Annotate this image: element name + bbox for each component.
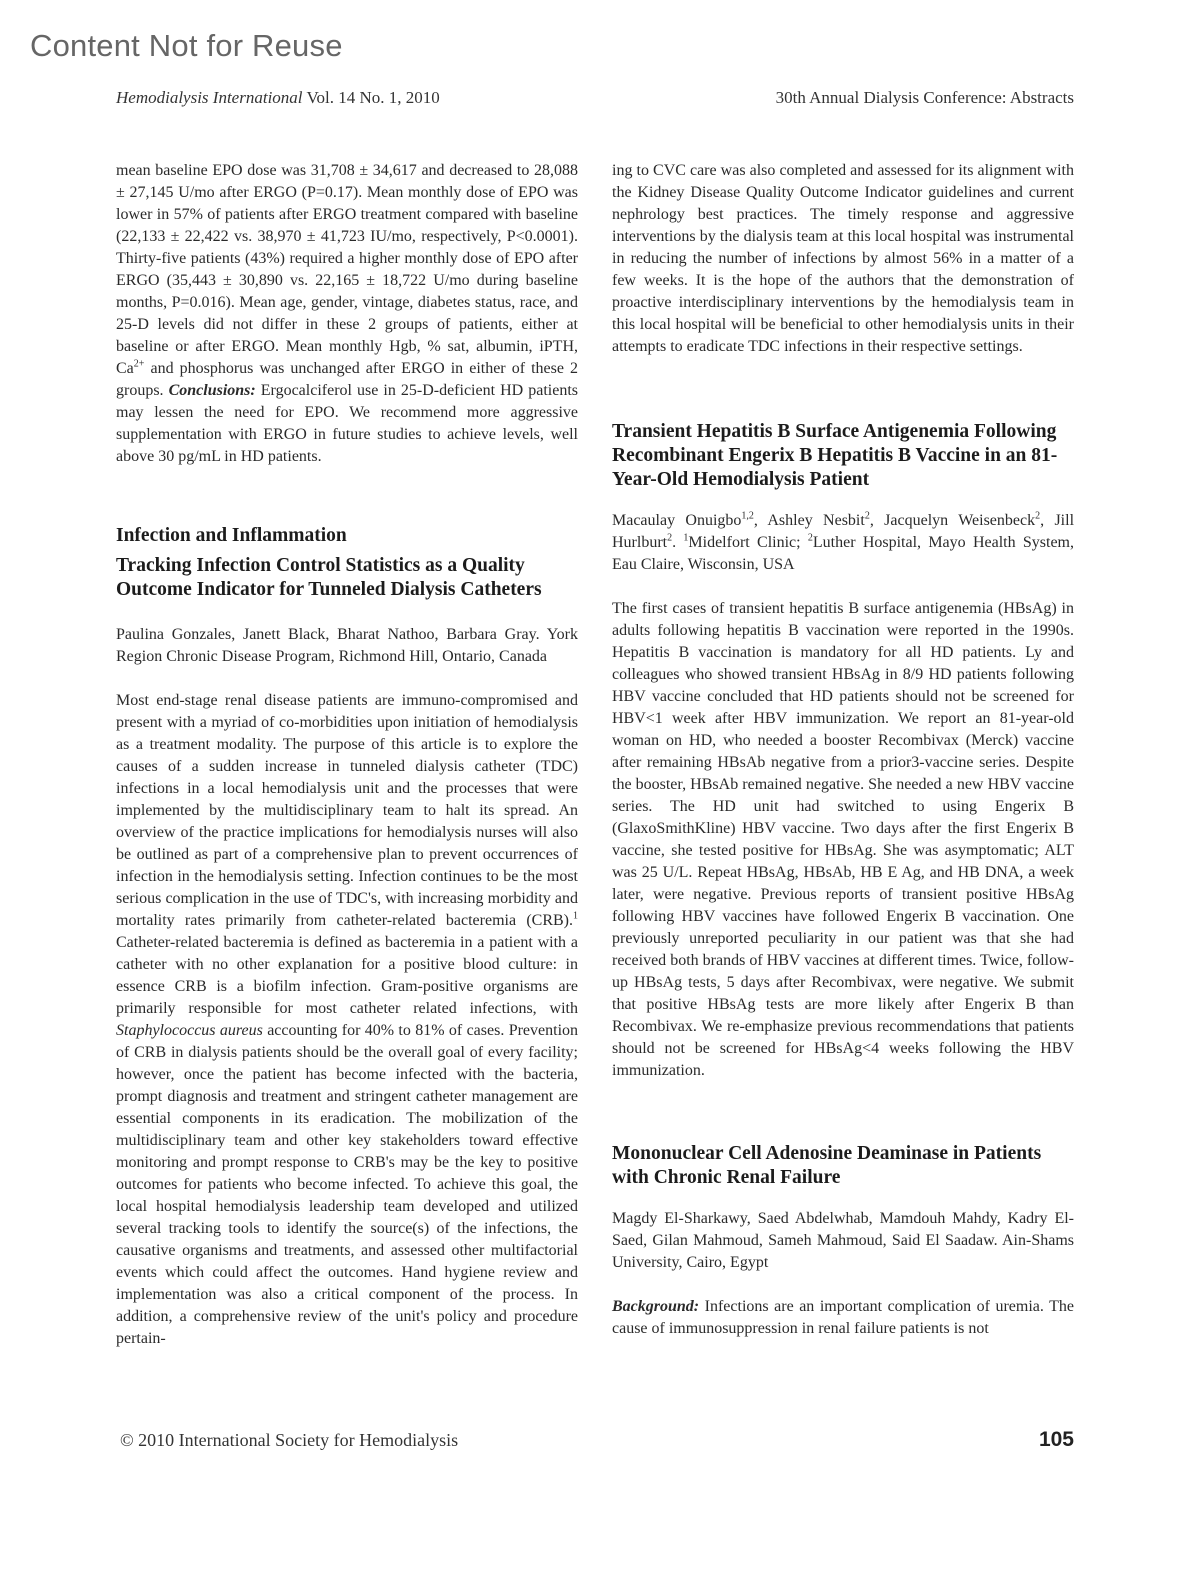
author-separator: . (672, 534, 684, 551)
conclusions-label: Conclusions: (168, 382, 256, 399)
calcium-superscript: 2+ (133, 358, 145, 370)
continued-text-part2: and phosphorus was unchanged after ERGO in either of these 2 groups. (116, 360, 578, 399)
abstract-body-part3: accounting for 40% to 81% of cases. Prevention of CRB in dialysis patients should be the overall goal of every facility; however, once the patient has become infected with the bacteria, prompt diagnosis and treatment and stringent catheter management are essential components in its eradication. The mobilization of the multidisciplinary team and other key stakeholders toward effective monitoring and prompt response to CRB's may be the key to positive outcomes for patients who become infected. To achieve this goal, the local hospital hemodialysis leadership team developed and utilized several tracking tools to identify the source(s) of the infections, the causative organisms and treatments, and assessed other multifactorial events which could affect the outcomes. Hand hygiene review and implementation was also a critical component of the process. In addition, a comprehensive review of the unit's policy and procedure pertain- (116, 1022, 579, 1347)
abstract-title: Transient Hepatitis B Surface Antigenemia Following Recombinant Engerix B Hepatitis B Vaccine in an 81-Year-Old Hemodialysis Patient (612, 421, 1058, 490)
author-name: Macaulay Onuigbo (612, 512, 742, 529)
author-affiliation-sup: 2 (864, 510, 870, 522)
journal-name: Hemodialysis International (116, 88, 303, 107)
page-number: 105 (1038, 1428, 1074, 1451)
abstract-authors (612, 510, 1074, 576)
continued-abstract-text: ing to CVC care was also completed and assessed for its alignment with the Kidney Disease Quality Outcome Indicator guidelines and current nephrology best practices. The timely response and aggressive interventions by the dialysis team at this local hospital was instrumental in reducing the number of infections by almost 56% in a matter of a few weeks. It is the hope of the authors that the demonstration of proactive interdisciplinary interventions by the hemodialysis team in this local hospital will be beneficial to other hemodialysis units in their attempts to eradicate TDC infections in their respective settings. (612, 162, 1074, 355)
abstract-body (116, 690, 578, 1350)
continued-text-part1: mean baseline EPO dose was 31,708 ± 34,617 and decreased to 28,088 ± 27,145 U/mo after ERGO (P=0.17). Mean monthly dose of EPO was lower in 57% of patients after ERGO treatment compared with baseline (22,133 ± 22,422 vs. 38,970 ± 41,723 IU/mo, respectively, P<0.0001). Thirty-five patients (43%) required a higher monthly dose of EPO after ERGO (35,443 ± 30,890 vs. 22,165 ± 18,722 U/mo during baseline months, P=0.016). Mean age, gender, vintage, diabetes status, race, and 25-D levels did not differ in these 2 groups of patients, either at baseline or after ERGO. Mean monthly Hgb, % sat, albumin, iPTH, Ca (116, 162, 578, 377)
section-heading: Infection and Inflammation (116, 525, 347, 546)
organism-name: Staphylococcus aureus (116, 1022, 263, 1039)
affiliation: Luther Hospital, Mayo Health System, Eau Claire, Wisconsin, USA (612, 534, 1075, 573)
author-affiliation-sup: 2 (1035, 510, 1041, 522)
author-affiliation-sup: 2 (667, 532, 673, 544)
abstract-body-part2: Catheter-related bacteremia is defined as bacteremia in a patient with a catheter with no other explanation for a positive blood culture: in essence CRB is a biofilm infection. Gram-positive organisms are primarily responsible for most catheter related infections, with (116, 934, 578, 1017)
author-affiliation-sup: 1,2 (741, 510, 754, 522)
background-label: Background: (612, 1298, 700, 1315)
continued-text-part3: Ergocalciferol use in 25-D-deficient HD patients may lessen the need for EPO. We recommend more aggressive supplementation with ERGO in future studies to achieve levels, well above 30 pg/mL in HD patients. (116, 382, 578, 465)
continued-abstract-text (116, 160, 578, 468)
copyright: © 2010 International Society for Hemodialysis (120, 1430, 459, 1450)
journal-citation (116, 88, 440, 108)
abstract-title: Mononuclear Cell Adenosine Deaminase in Patients with Chronic Renal Failure (612, 1143, 1042, 1188)
affiliation-sup: 1 (683, 532, 689, 544)
abstract-body-part1: Most end-stage renal disease patients are immuno-compromised and present with a myriad of co-morbidities upon initiation of hemodialysis as a treatment modality. The purpose of this article is to explore the causes of a sudden increase in tunneled dialysis catheter (TDC) infections in a local hemodialysis unit and the processes that were implemented by the multidisciplinary team to halt its spread. An overview of the practice implications for hemodialysis nurses will also be outlined as part of a comprehensive plan to prevent occurrences of infection in the hemodialysis setting. Infection continues to be the most serious complication in the use of TDC's, with increasing morbidity and mortality rates primarily from catheter-related bacteremia (CRB). (116, 692, 578, 929)
abstract-title: Tracking Infection Control Statistics as a Quality Outcome Indicator for Tunneled Dialysis Catheters (116, 555, 542, 600)
reference-superscript: 1 (573, 910, 578, 922)
author-name: , Jacquelyn Weisenbeck (869, 512, 1036, 529)
abstract-authors: Paulina Gonzales, Janett Black, Bharat Nathoo, Barbara Gray. York Region Chronic Disease Program, Richmond Hill, Ontario, Canada (116, 626, 578, 665)
author-name: , Ashley Nesbit (753, 512, 865, 529)
author-name: , Jill Hurlburt (612, 512, 1075, 551)
running-header (116, 88, 1074, 108)
conference-title: 30th Annual Dialysis Conference: Abstracts (775, 88, 1074, 107)
abstract-body (612, 1296, 1074, 1340)
affiliation: Midelfort Clinic; (688, 534, 808, 551)
abstract-authors: Magdy El-Sharkawy, Saed Abdelwhab, Mamdouh Mahdy, Kadry El-Saed, Gilan Mahmoud, Sameh Mahmoud, Said El Saadaw. Ain-Shams University, Cairo, Egypt (612, 1210, 1074, 1271)
right-column (612, 160, 1074, 1340)
abstract-body: The first cases of transient hepatitis B surface antigenemia (HBsAg) in adults following hepatitis B vaccination were reported in the 1990s. Hepatitis B vaccination is mandatory for all HD patients. Ly and colleagues who showed transient HBsAg in 8/9 HD patients following HBV vaccine concluded that HD patients should not be screened for HBV<1 week after HBV immunization. We report an 81-year-old woman on HD, who needed a booster Recombivax (Merck) vaccine after remaining HBsAb negative from a prior3-vaccine series. Despite the booster, HBsAb remained negative. She needed a new HBV vaccine series. The HD unit had switched to using Engerix B (GlaxoSmithKline) HBV vaccine. Two days after the first Engerix B vaccine, she tested positive for HBsAg. She was asymptomatic; ALT was 25 U/L. Repeat HBsAg, HBsAb, HB E Ag, and HB DNA, a week later, were negative. Previous reports of transient positive HBsAg following HBV vaccines have followed Engerix B vaccination. One previously unreported peculiarity in our patient was that she had received both brands of HBV vaccines at different times. Twice, follow-up HBsAg tests, 5 days after Recombivax, were negative. We submit that positive HBsAg tests are more likely after Engerix B than Recombivax. We re-emphasize previous recommendations that patients should not be screened for HBsAg<4 weeks following the HBV immunization. (612, 600, 1074, 1079)
left-column (116, 160, 578, 1350)
watermark: Content Not for Reuse (30, 28, 343, 63)
journal-volume: Vol. 14 No. 1, 2010 (302, 88, 440, 107)
abstract-body-text: Infections are an important complication of uremia. The cause of immunosuppression in renal failure patients is not (612, 1298, 1074, 1337)
affiliation-sup: 2 (807, 532, 813, 544)
